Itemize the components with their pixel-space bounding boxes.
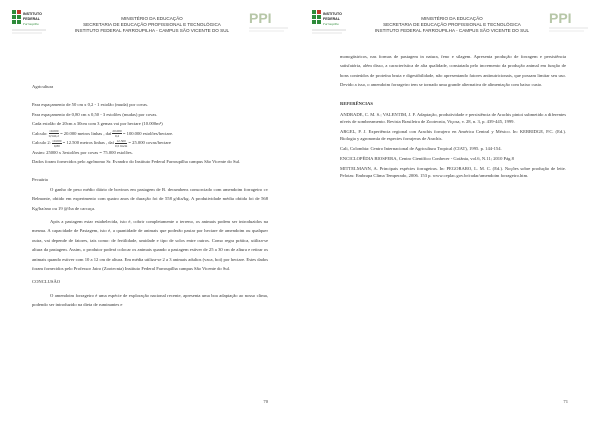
svg-text:Farroupilha: Farroupilha (323, 22, 339, 26)
references-title: REFERÊNCIAS (340, 100, 373, 106)
svg-text:FEDERAL: FEDERAL (323, 17, 340, 21)
calculation-1: Calculo: $\frac{10.000}{0,5x0,2}$ = 20.000 metros linhas , daí $\frac{20.000}{0,2}$ = 100.000 estolões/hectare. (32, 129, 174, 139)
header-line-1: MINISTÉRIO DA EDUCAÇÃO (121, 16, 183, 21)
livestock-paragraph-1: O ganho de peso médio diário de bovinos em pastagem de B. decumbens consorciado com amendoim forrageiro cv Belmonte, obtido em experimento com quatro anos de duração foi de 558 g/dia/kg. A produtividade média obtida foi de 568 Kg/ha/ano ou 19 @/ha de carcaça. (32, 186, 268, 211)
fraction: $\frac{10.000}{0,5x0,2}$ (48, 129, 59, 139)
fraction: $\frac{20.000}{0,2}$ (112, 129, 122, 139)
agriculture-line-1: Para espaçamento de 50 cm x 0,2 - 1 estolão (muda) por covas. (32, 102, 149, 108)
conclusion-paragraph: O amendoim forrageiro é uma espécie de exploração nacional recente, apresenta uma boa adaptação ao nosso clima, podendo ser introduzido na dieta de ruminantes e (32, 292, 268, 308)
agriculture-line-2: Para espaçamento de 0,80 cm x 0,50 - 3 estolões (mudas) por covas. (32, 111, 158, 117)
reference-item: ENCICLOPÉDIA BIOSFERA, Centro Científico Conhecer - Goiânia, vol.6, N.11; 2010 Pág.8 (340, 156, 514, 162)
svg-text:INSTITUTO: INSTITUTO (323, 12, 342, 16)
header-line-2: SECRETARIA DE EDUCAÇÃO PROFISSIONAL E TECNOLÓGICA (83, 22, 221, 27)
svg-text:FEDERAL: FEDERAL (23, 17, 40, 21)
header-text (54, 16, 250, 34)
svg-text:Farroupilha: Farroupilha (23, 22, 39, 26)
right-page (300, 0, 600, 424)
fraction: $\frac{12.500}{\text{0,5 lin/m}}$ (115, 138, 128, 148)
fraction: $\frac{10.000}{0,80}$ (52, 138, 62, 148)
svg-text:PPI: PPI (249, 10, 272, 26)
header-line-3: INSTITUTO FEDERAL FARROUPILHA - CAMPUS SÃO VICENTE DO SUL (74, 28, 230, 33)
reference-item: Cali, Colombia: Centro Internacional de Agricultura Tropical (CIAT), 1995. p. 144-154. (340, 146, 502, 152)
header-line-2: SECRETARIA DE EDUCAÇÃO PROFISSIONAL E TECNOLÓGICA (383, 22, 521, 27)
instituto-federal-logo-icon (312, 10, 350, 44)
page-header (0, 10, 300, 44)
calculation-2: Calculo 2: $\frac{10.000}{0,80}$ = 12.500 metros linhas , daí $\frac{12.500}{\text{0,5 lin/m}}$ = 25.000 covas/hectare (32, 138, 171, 148)
right-page-content (340, 52, 566, 182)
svg-text:INSTITUTO: INSTITUTO (23, 12, 42, 16)
conclusion-title: CONCLUSÃO (32, 279, 61, 285)
reference-item: MITTELMANN, A. Principais espécies forrageiras. In: PEGORARO, L. M. C. (Ed.). Noções sobre produção de leite. Pelotas: Embrapa Clima Temperado, 2006. 153 p. www.ceplac.gov.br/radar/amendoim forrageiro.htm. (340, 166, 566, 179)
left-page-content (32, 82, 268, 310)
reference-item: ARGEL, P. J. Experiência regional con Arachis forrajero en América Central y México. In: KERRIDGE, P.C. (Ed.). Biologia y agronomía de especies forrajeras de Arachis. (340, 129, 566, 142)
page-header (300, 10, 600, 44)
conclusion-continued: monogástricos, nas formas de pastagem in natura, feno e silagem. Apresenta produção de forragem e persistência satisfatória, além disso, a característica de alta qualidade, constatada pelo incremento da produção animal em função de bons conteúdos de proteína bruta e digestibilidade, não apresentando fatores antinutricionais, que possam limitar seu uso. Devido a isso, o amendoim forrageiro tem se tornado uma grande alternativa de alimentação com baixo custo. (340, 54, 566, 88)
reference-item: ANDRADE, C. M. S.; VALENTIM, J. F. Adaptação, produtividade e persistência de Arachis pintoi submetido a diferentes níveis de sombreamento. Revista Brasileira de Zootecnia, Viçosa, v. 28, n. 3, p. 439-445, 1999. (340, 112, 566, 125)
header-text (354, 16, 550, 34)
page-number: 71 (563, 399, 568, 404)
calculation-result: Assim: 25000 x 3estolões por covas = 75.000 estolões. (32, 149, 133, 155)
agriculture-title: Agricultura (32, 84, 54, 89)
livestock-paragraph-2: Após a pastagem estar estabelecida, isto é, cobrir completamente o terreno, os animais podem ser introduzidos na mesma. A capacidade de Pastagem, isto é, a quantidade de animais que poderão pastar por hectare de amendoim ou qualquer outra, vai depende de fatores, tais como: de fertilidade, umidade e tipo de solos entre outros. Como regra prática, utiliza-se altura da pastagem. Assim, o produtor poderá colocar os animais quando a pastagem estiver de 25 a 30 cm de altura e retirar os animais quando estiver com 10 a 12 cm de altura. Em média utiliza-se 2 a 3 animais adultos (vaca, boi) por hectare. Estes dados foram fornecidos pelo Professor Jairo (Zootecnia) Instituto Federal Farroupilha campus São Vicente do Sul. (32, 218, 268, 271)
page-number: 70 (263, 399, 268, 404)
agriculture-line-3: Cada estolão de 20cm a 30cm com 3 gemas vai por hectare (10.000m²) (32, 121, 163, 127)
svg-text:PPI: PPI (549, 10, 572, 26)
livestock-title: Pecuária (32, 177, 48, 183)
header-line-3: INSTITUTO FEDERAL FARROUPILHA - CAMPUS SÃO VICENTE DO SUL (374, 28, 530, 33)
instituto-federal-logo-icon (12, 10, 50, 44)
ppi-logo-icon (248, 10, 290, 36)
ppi-logo-icon (548, 10, 590, 36)
header-line-1: MINISTÉRIO DA EDUCAÇÃO (421, 16, 483, 21)
agriculture-source: Dados foram fornecidos pelo agrônomo Sr. Evandro do Instituto Federal Farroupilha campus São Vicente do Sul. (32, 158, 241, 164)
